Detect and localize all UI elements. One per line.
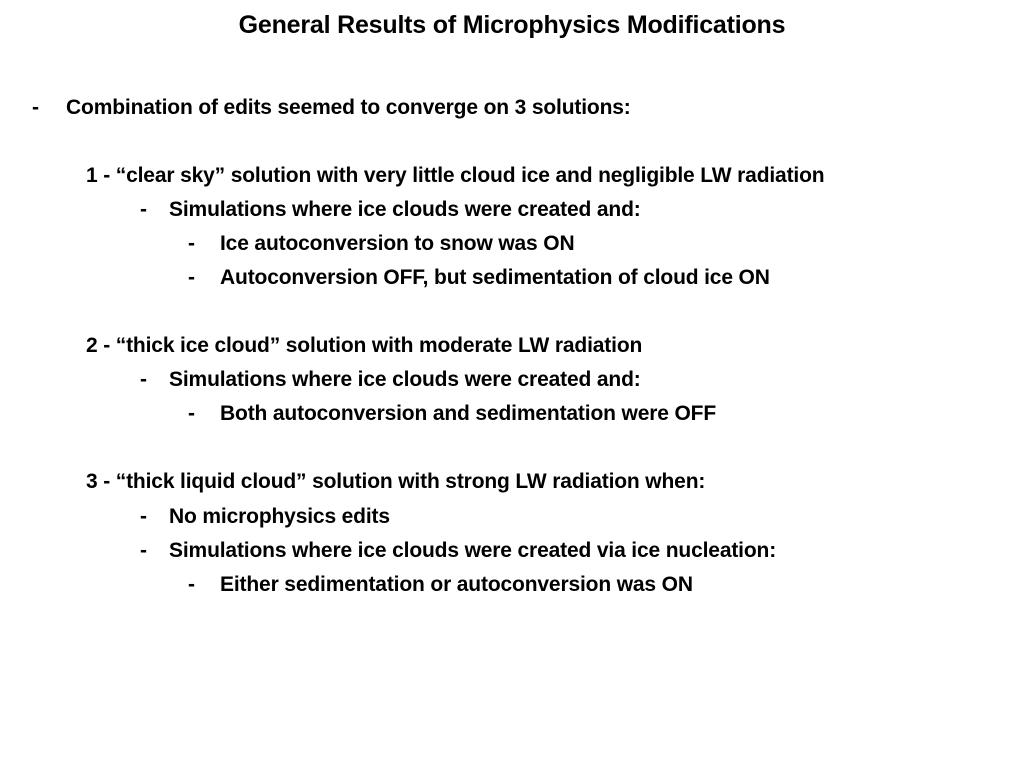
bullet-dash: - xyxy=(140,198,147,221)
bullet-dash: - xyxy=(188,266,195,289)
bullet-dash: - xyxy=(188,402,195,425)
bullet-dash: - xyxy=(140,505,147,528)
intro-text: Combination of edits seemed to converge on 3 solutions: xyxy=(66,96,631,119)
bullet-dash: - xyxy=(140,368,147,391)
solution-2-heading: 2 - “thick ice cloud” solution with moderate LW radiation xyxy=(86,334,643,357)
solution-2-item-1: Both autoconversion and sedimentation were OFF xyxy=(220,402,716,425)
solution-1-item-1: Ice autoconversion to snow was ON xyxy=(220,232,575,255)
solution-1-item-2: Autoconversion OFF, but sedimentation of cloud ice ON xyxy=(220,266,770,289)
solution-1-sub: Simulations where ice clouds were created and: xyxy=(169,198,641,221)
solution-1-heading: 1 - “clear sky” solution with very little cloud ice and negligible LW radiation xyxy=(86,164,825,187)
bullet-dash: - xyxy=(188,573,195,596)
slide-title: General Results of Microphysics Modifications xyxy=(238,11,786,39)
solution-3-heading: 3 - “thick liquid cloud” solution with strong LW radiation when: xyxy=(86,470,706,493)
bullet-dash: - xyxy=(140,539,147,562)
solution-3-sub-2: Simulations where ice clouds were created via ice nucleation: xyxy=(169,539,777,562)
bullet-dash: - xyxy=(32,96,39,119)
bullet-dash: - xyxy=(188,232,195,255)
solution-3-item-1: Either sedimentation or autoconversion was ON xyxy=(220,573,693,596)
solution-3-sub-1: No microphysics edits xyxy=(169,505,390,528)
solution-2-sub: Simulations where ice clouds were created and: xyxy=(169,368,641,391)
